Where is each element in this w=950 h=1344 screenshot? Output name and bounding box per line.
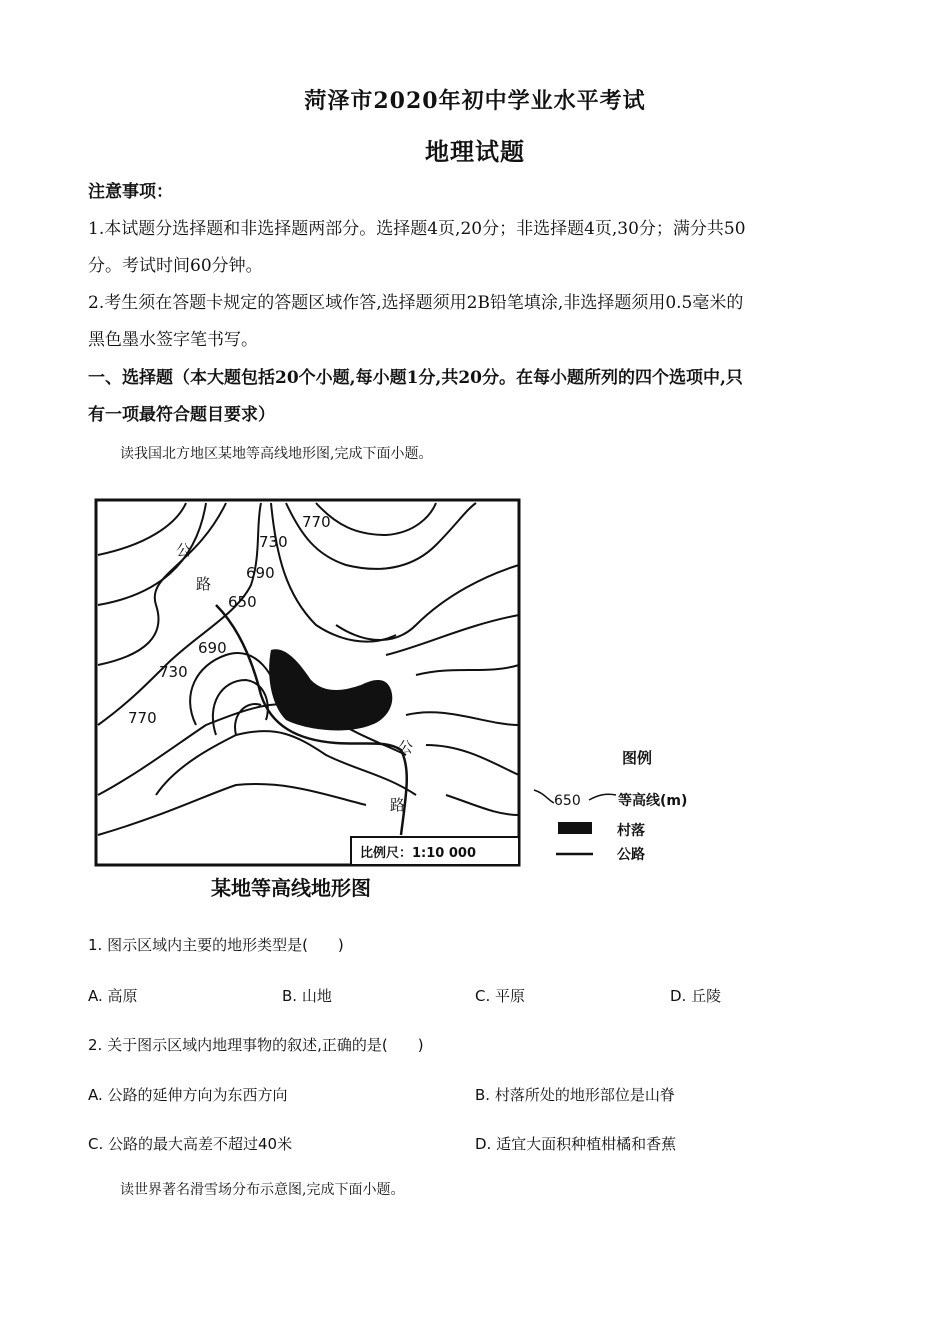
- question-1-option-a[interactable]: A. 高原: [88, 987, 138, 1005]
- notes-item1-line1: 1.本试题分选择题和非选择题两部分。选择题4页,20分；非选择题4页,30分；满分共50: [88, 219, 746, 239]
- subject-title: 地理试题: [425, 137, 525, 166]
- legend-contour-label: 等高线(m): [618, 793, 688, 809]
- contour-label-650: 650: [228, 593, 257, 611]
- contour-line: [316, 503, 436, 535]
- village-shape: [269, 649, 392, 730]
- legend-road-label: 公路: [617, 847, 645, 863]
- contour-label-770-top: 770: [302, 513, 331, 531]
- contour-line: [336, 565, 519, 640]
- question-2-option-c[interactable]: C. 公路的最大高差不超过40米: [88, 1135, 293, 1153]
- legend-village-swatch: [558, 822, 592, 834]
- legend-title: 图例: [622, 749, 653, 767]
- contour-line: [235, 704, 261, 735]
- next-figure-intro: 读世界著名滑雪场分布示意图,完成下面小题。: [120, 1182, 405, 1198]
- legend-contour-sample: [534, 790, 554, 803]
- exam-title: 菏泽市2020年初中学业水平考试: [304, 88, 646, 114]
- figure-caption: 某地等高线地形图: [211, 876, 371, 900]
- map-legend: [534, 749, 687, 863]
- contour-line: [426, 745, 519, 775]
- contour-line: [446, 795, 519, 815]
- notes-heading: 注意事项：: [88, 182, 173, 202]
- contour-label-770-left: 770: [128, 709, 157, 727]
- contour-label-730-top: 730: [259, 533, 288, 551]
- question-2-option-d[interactable]: D. 适宜大面积种植柑橘和香蕉: [475, 1135, 677, 1153]
- question-1-option-d[interactable]: D. 丘陵: [670, 987, 722, 1005]
- contour-label-690-top: 690: [246, 564, 275, 582]
- question-2-stem: 2. 关于图示区域内地理事物的叙述,正确的是( ): [88, 1036, 424, 1054]
- notes-item1-line2: 分。考试时间60分钟。: [88, 256, 263, 276]
- question-2-option-a[interactable]: A. 公路的延伸方向为东西方向: [88, 1086, 288, 1104]
- road-char-top-2: 路: [196, 575, 212, 593]
- contour-line: [98, 503, 261, 725]
- notes-item2-line1: 2.考生须在答题卡规定的答题区域作答,选择题须用2B铅笔填涂,非选择题须用0.5毫米的: [88, 293, 744, 313]
- legend-contour-sample-right: [589, 794, 616, 800]
- road-char-bottom-1: 公: [398, 738, 414, 756]
- contour-line: [406, 712, 519, 725]
- road-char-top-1: 公: [176, 541, 192, 559]
- question-2-option-b[interactable]: B. 村落所处的地形部位是山脊: [475, 1086, 675, 1104]
- legend-contour-value: 650: [554, 793, 581, 809]
- notes-item2-line2: 黑色墨水签字笔书写。: [88, 330, 258, 350]
- contour-label-730-left: 730: [159, 663, 188, 681]
- section1-heading-line2: 有一项最符合题目要求）: [88, 405, 275, 425]
- section1-heading-line1: 一、选择题（本大题包括20个小题,每小题1分,共20分。在每小题所列的四个选项中,只: [88, 368, 743, 388]
- question-1-option-b[interactable]: B. 山地: [282, 987, 332, 1005]
- question-1-option-c[interactable]: C. 平原: [475, 987, 526, 1005]
- contour-line: [416, 665, 519, 675]
- contour-line: [98, 503, 186, 555]
- question-1-stem: 1. 图示区域内主要的地形类型是( ): [88, 936, 344, 954]
- road-char-bottom-2: 路: [390, 796, 406, 814]
- contour-map-figure: [86, 495, 711, 910]
- contour-label-690-left: 690: [198, 639, 227, 657]
- contour-line: [386, 615, 519, 655]
- legend-village-label: 村落: [617, 823, 645, 839]
- figure-intro: 读我国北方地区某地等高线地形图,完成下面小题。: [120, 446, 433, 462]
- contour-line: [98, 784, 366, 835]
- contour-line: [271, 503, 396, 642]
- scale-text: 比例尺：1:10 000: [360, 846, 476, 861]
